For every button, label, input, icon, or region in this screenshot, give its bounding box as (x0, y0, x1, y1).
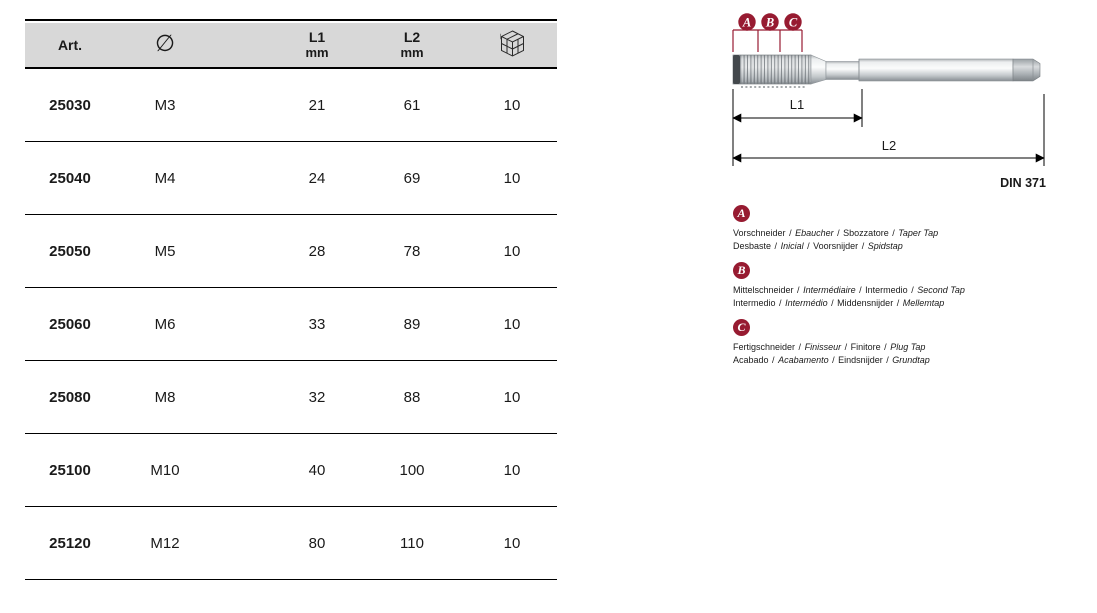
legend-entry-c (733, 319, 1073, 367)
tap-body (733, 55, 1040, 87)
legend-c-line2: Acabado / Acabamento / Eindsnijder / Grundtap (733, 355, 930, 365)
marker-b-letter: B (765, 15, 775, 30)
legend-c-line1: Fertigschneider / Finisseur / Finitore / Plug Tap (733, 342, 926, 352)
product-table (25, 23, 557, 580)
legend-b-line2: Intermedio / Intermédio / Middensnijder / Mellemtap (733, 298, 945, 308)
table-row: 25030 M3 21 61 10 (25, 69, 557, 142)
table-row: 25050 M5 28 78 10 (25, 215, 557, 288)
legend-b-line1: Mittelschneider / Intermédiaire / Intermedio / Second Tap (733, 285, 965, 295)
dim-label-l2: L2 (881, 138, 897, 153)
diameter-symbol-icon: ∅ (154, 30, 176, 56)
tap-technical-drawing (705, 0, 1070, 200)
table-row: 25120 M12 80 110 10 (25, 507, 557, 580)
legend-c-badge: C (733, 319, 750, 336)
package-cube-icon (500, 30, 525, 58)
col-header-diameter (154, 30, 176, 56)
col-header-l1: L1 mm (305, 29, 329, 60)
cutter-legend (733, 205, 1073, 376)
table-row: 25080 M8 32 88 10 (25, 361, 557, 434)
marker-c-letter: C (788, 15, 798, 30)
legend-b-badge: B (733, 262, 750, 279)
marker-a-badge (738, 13, 755, 30)
legend-entry-a (733, 205, 1073, 253)
marker-a-letter: A (742, 15, 752, 30)
col-header-l2: L2 mm (400, 29, 424, 60)
cutter-zone-markers (733, 30, 802, 52)
marker-b-badge (761, 13, 778, 30)
dimension-lines (733, 89, 1044, 166)
table-top-rule (25, 19, 557, 21)
table-row: 25100 M10 40 100 10 (25, 434, 557, 507)
legend-a-badge: A (733, 205, 750, 222)
standard-label: DIN 371 (1000, 176, 1046, 190)
legend-entry-b (733, 262, 1073, 310)
table-row: 25060 M6 33 89 10 (25, 288, 557, 361)
col-header-art: Art. (57, 36, 83, 53)
legend-a-line1: Vorschneider / Ebaucher / Sbozzatore / Taper Tap (733, 228, 939, 238)
table-row: 25040 M4 24 69 10 (25, 142, 557, 215)
col-header-package (500, 30, 525, 61)
marker-c-badge (784, 13, 801, 30)
dim-label-l1: L1 (789, 97, 805, 112)
table-header-row (25, 23, 557, 69)
legend-a-line2: Desbaste / Inicial / Voorsnijder / Spidstap (733, 241, 903, 251)
